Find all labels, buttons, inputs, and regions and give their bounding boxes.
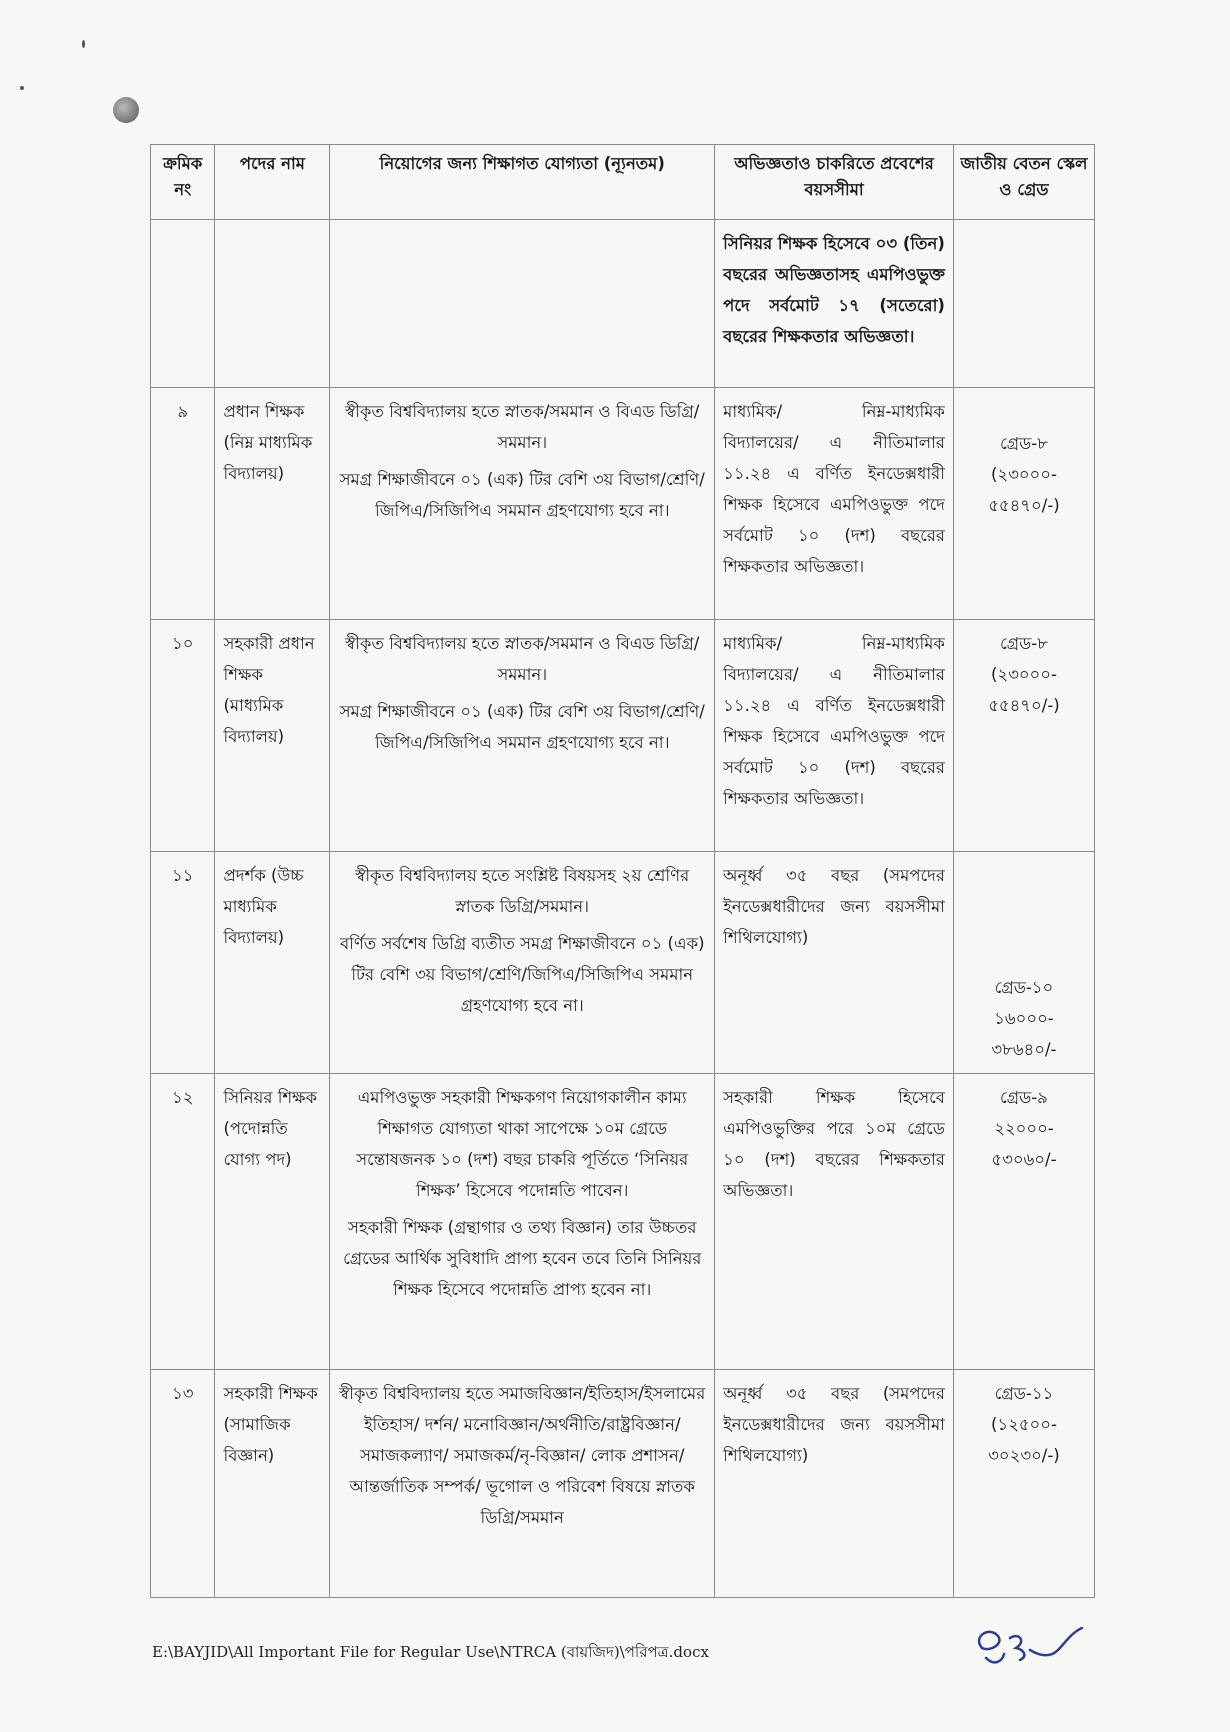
grade-range-start: (২৩০০০-: [990, 465, 1057, 484]
table-row: [151, 220, 1095, 388]
grade-label: গ্রেড-১০: [994, 978, 1054, 997]
row-serial-no: [151, 220, 215, 388]
qualification-table: [150, 144, 1095, 1598]
handwritten-signature: [968, 1622, 1096, 1674]
grade-range-start: (২৩০০০-: [990, 665, 1057, 684]
grade-range-end: ৫৫৪৭০/-): [988, 696, 1060, 715]
row-serial-no: ১১: [151, 852, 215, 1074]
grade-range-start: ২২০০০-: [994, 1119, 1054, 1138]
row-experience: মাধ্যমিক/ নিম্ন-মাধ্যমিক বিদ্যালয়ের/ এ নীতিমালার ১১.২৪ এ বর্ণিত ইনডেক্সধারী শিক্ষক হিসেবে এমপিওভুক্ত পদে সর্বমোট ১০ (দশ) বছরের শিক্ষকতার অভিজ্ঞতা।: [715, 620, 954, 852]
qualification-paragraph: সমগ্র শিক্ষাজীবনে ০১ (এক) টির বেশি ৩য় বিভাগ/শ্রেণি/জিপিএ/সিজিপিএ সমমান গ্রহণযোগ্য হবে না।: [339, 470, 705, 520]
header-post-name: পদের নাম: [215, 145, 330, 220]
qualification-paragraph: স্বীকৃত বিশ্ববিদ্যালয় হতে স্নাতক/সমমান ও বিএড ডিগ্রি/সমমান।: [345, 402, 700, 452]
qualification-paragraph: এমপিওভুক্ত সহকারী শিক্ষকগণ নিয়োগকালীন কাম্য শিক্ষাগত যোগ্যতা থাকা সাপেক্ষে ১০ম গ্রেডে সন্তোষজনক ১০ (দশ) বছর চাকরি পূর্তিতে ‘সিনিয়র শিক্ষক’ হিসেবে পদোন্নতি পাবেন।: [356, 1088, 689, 1200]
row-experience: অনূর্ধ্ব ৩৫ বছর (সমপদের ইনডেক্সধারীদের জন্য বয়সসীমা শিথিলযোগ্য): [715, 1370, 954, 1598]
row-qualification: [330, 220, 715, 388]
row-serial-no: ১০: [151, 620, 215, 852]
scan-speck: [20, 86, 24, 90]
grade-range-end: ৩৮৬৪০/-: [991, 1040, 1057, 1059]
grade-range-start: ১৬০০০-: [994, 1009, 1054, 1028]
row-grade: [953, 1074, 1094, 1370]
row-post-name: সহকারী শিক্ষক (সামাজিক বিজ্ঞান): [215, 1370, 330, 1598]
row-qualification: [330, 1370, 715, 1598]
row-experience: মাধ্যমিক/ নিম্ন-মাধ্যমিক বিদ্যালয়ের/ এ নীতিমালার ১১.২৪ এ বর্ণিত ইনডেক্সধারী শিক্ষক হিসেবে এমপিওভুক্ত পদে সর্বমোট ১০ (দশ) বছরের শিক্ষকতার অভিজ্ঞতা।: [715, 388, 954, 620]
header-serial-no: ক্রমিক নং: [151, 145, 215, 220]
header-qualification: নিয়োগের জন্য শিক্ষাগত যোগ্যতা (ন্যূনতম): [330, 145, 715, 220]
row-grade: [953, 620, 1094, 852]
row-grade: [953, 852, 1094, 1074]
table-row: [151, 620, 1095, 852]
grade-label: গ্রেড-৯: [1000, 1088, 1048, 1107]
punch-hole: [113, 97, 139, 123]
table-header-row: [151, 145, 1095, 220]
table-row: [151, 1370, 1095, 1598]
qualification-paragraph: বর্ণিত সর্বশেষ ডিগ্রি ব্যতীত সমগ্র শিক্ষাজীবনে ০১ (এক) টির বেশি ৩য় বিভাগ/শ্রেণি/জিপিএ/সিজিপিএ সমমান গ্রহণযোগ্য হবে না।: [339, 934, 705, 1015]
row-post-name: সিনিয়র শিক্ষক (পদোন্নতি যোগ্য পদ): [215, 1074, 330, 1370]
row-qualification: [330, 852, 715, 1074]
grade-label: গ্রেড-৮: [1000, 634, 1048, 653]
grade-range-start: (১২৫০০-: [990, 1415, 1057, 1434]
row-grade: [953, 220, 1094, 388]
row-post-name: প্রদর্শক (উচ্চ মাধ্যমিক বিদ্যালয়): [215, 852, 330, 1074]
table-row: [151, 852, 1095, 1074]
row-serial-no: ১৩: [151, 1370, 215, 1598]
qualification-paragraph: স্বীকৃত বিশ্ববিদ্যালয় হতে সংশ্লিষ্ট বিষয়সহ ২য় শ্রেণির স্নাতক ডিগ্রি/সমমান।: [355, 866, 690, 916]
row-serial-no: ১২: [151, 1074, 215, 1370]
grade-range-end: ৩০২৩০/-): [988, 1446, 1060, 1465]
row-post-name: প্রধান শিক্ষক (নিম্ন মাধ্যমিক বিদ্যালয়): [215, 388, 330, 620]
row-post-name: [215, 220, 330, 388]
grade-range-end: ৫৩০৬০/-: [991, 1150, 1057, 1169]
row-grade: [953, 1370, 1094, 1598]
qualification-paragraph: স্বীকৃত বিশ্ববিদ্যালয় হতে স্নাতক/সমমান ও বিএড ডিগ্রি/সমমান।: [345, 634, 700, 684]
row-qualification: [330, 388, 715, 620]
row-experience: সহকারী শিক্ষক হিসেবে এমপিওভুক্তির পরে ১০ম গ্রেডে ১০ (দশ) বছরের শিক্ষকতার অভিজ্ঞতা।: [715, 1074, 954, 1370]
row-experience: সিনিয়র শিক্ষক হিসেবে ০৩ (তিন) বছরের অভিজ্ঞতাসহ এমপিওভুক্ত পদে সর্বমোট ১৭ (সতেরো) বছরের শিক্ষকতার অভিজ্ঞতা।: [715, 220, 954, 388]
qualification-paragraph: স্বীকৃত বিশ্ববিদ্যালয় হতে সমাজবিজ্ঞান/ইতিহাস/ইসলামের ইতিহাস/ দর্শন/ মনোবিজ্ঞান/অর্থনীতি/রাষ্ট্রবিজ্ঞান/সমাজকল্যাণ/ সমাজকর্ম/নৃ-বিজ্ঞান/ লোক প্রশাসন/ আন্তর্জাতিক সম্পর্ক/ ভূগোল ও পরিবেশ বিষয়ে স্নাতক ডিগ্রি/সমমান: [339, 1384, 706, 1527]
document-file-path: E:\BAYJID\All Important File for Regular Use\NTRCA (বায়জিদ)\পরিপত্র.docx: [152, 1643, 709, 1661]
grade-label: গ্রেড-১১: [994, 1384, 1054, 1403]
row-qualification: [330, 1074, 715, 1370]
grade-range-end: ৫৫৪৭০/-): [988, 496, 1060, 515]
header-experience: অভিজ্ঞতাও চাকরিতে প্রবেশের বয়সসীমা: [715, 145, 954, 220]
table-row: [151, 1074, 1095, 1370]
row-experience: অনূর্ধ্ব ৩৫ বছর (সমপদের ইনডেক্সধারীদের জন্য বয়সসীমা শিথিলযোগ্য): [715, 852, 954, 1074]
row-post-name: সহকারী প্রধান শিক্ষক (মাধ্যমিক বিদ্যালয়): [215, 620, 330, 852]
grade-label: গ্রেড-৮: [1000, 434, 1048, 453]
qualification-paragraph: সহকারী শিক্ষক (গ্রন্থাগার ও তথ্য বিজ্ঞান) তার উচ্চতর গ্রেডের আর্থিক সুবিধাদি প্রাপ্য হবেন তবে তিনি সিনিয়র শিক্ষক হিসেবে পদোন্নতি প্রাপ্য হবেন না।: [343, 1218, 702, 1299]
qualification-paragraph: সমগ্র শিক্ষাজীবনে ০১ (এক) টির বেশি ৩য় বিভাগ/শ্রেণি/জিপিএ/সিজিপিএ সমমান গ্রহণযোগ্য হবে না।: [339, 702, 705, 752]
header-pay-grade: জাতীয় বেতন স্কেল ও গ্রেড: [953, 145, 1094, 220]
row-grade: [953, 388, 1094, 620]
scan-speck: [82, 40, 85, 48]
table-row: [151, 388, 1095, 620]
row-serial-no: ৯: [151, 388, 215, 620]
row-qualification: [330, 620, 715, 852]
